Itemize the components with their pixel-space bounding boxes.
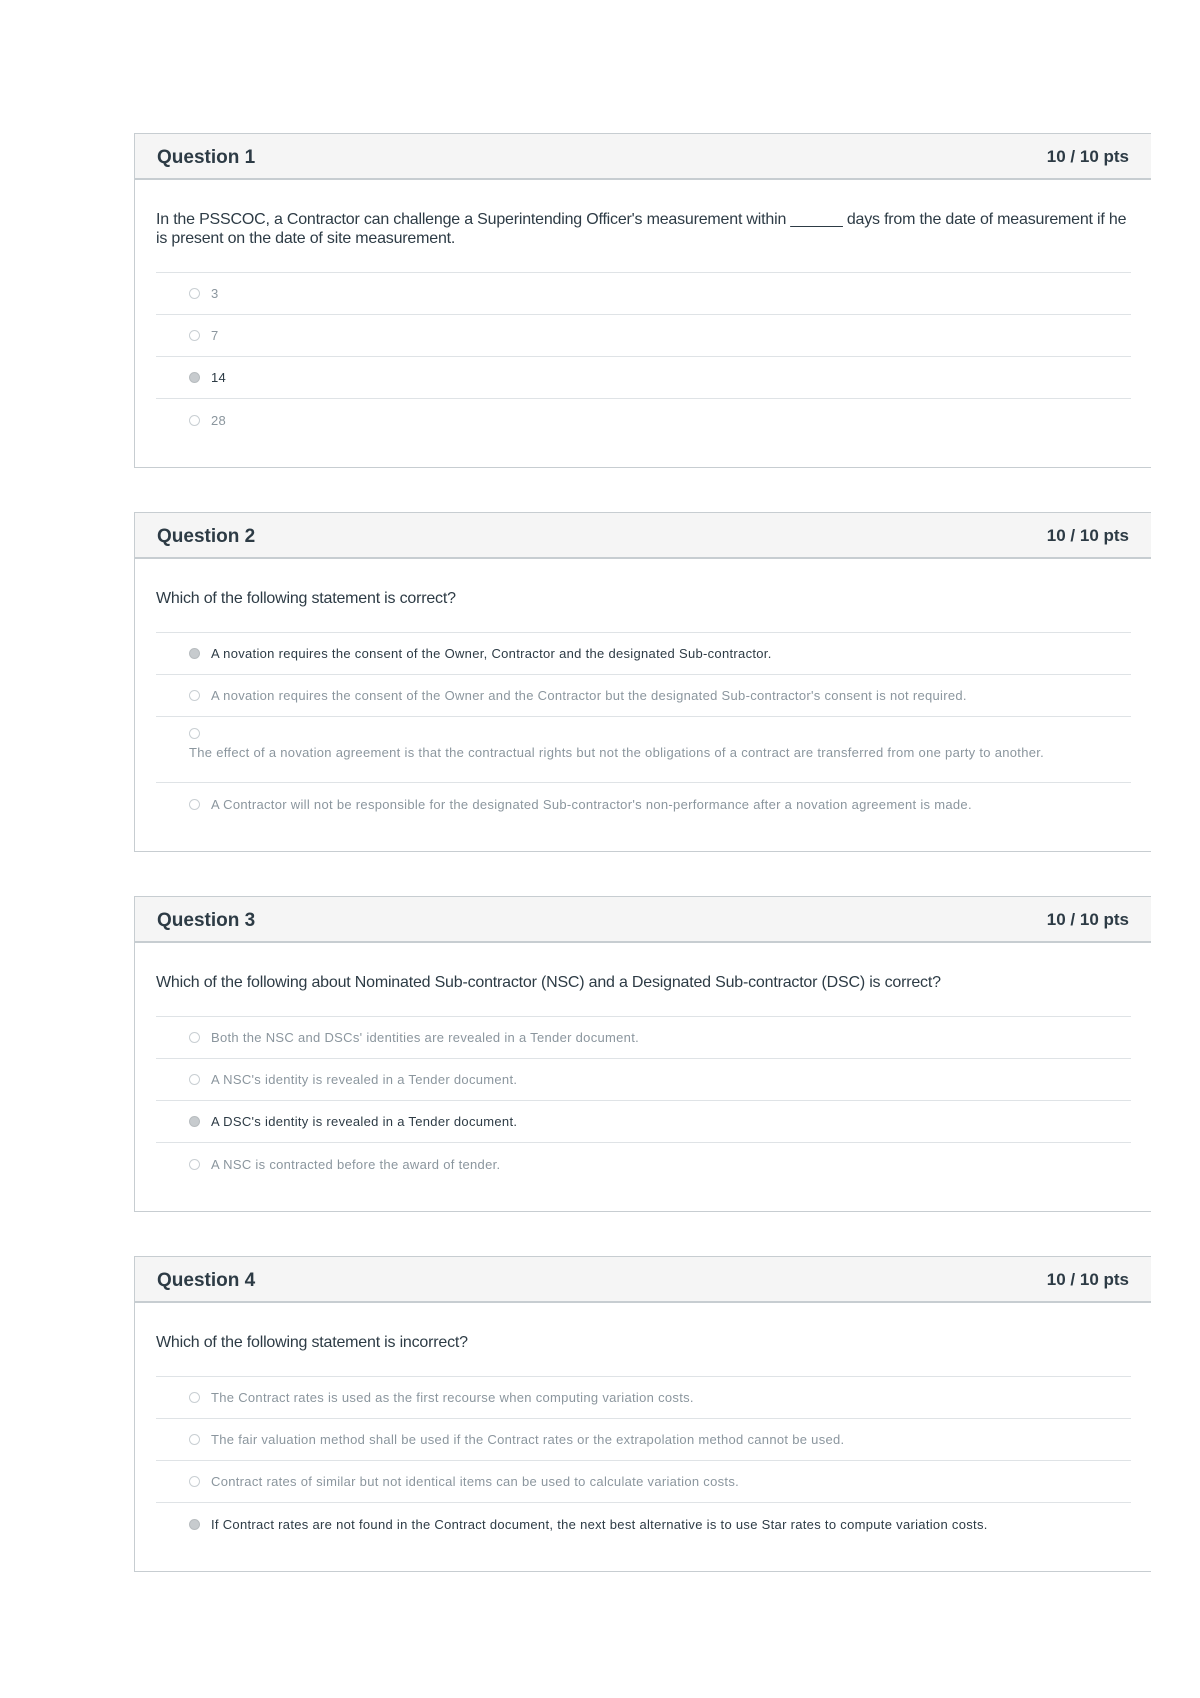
radio-icon[interactable] — [189, 1074, 200, 1085]
answer-list — [156, 272, 1131, 441]
answer-option[interactable] — [156, 315, 1131, 357]
question-body — [135, 943, 1151, 1211]
radio-icon[interactable] — [189, 415, 200, 426]
question-text: Which of the following about Nominated Sub-contractor (NSC) and a Designated Sub-contractor (DSC) is correct? — [156, 974, 941, 991]
answer-label: 7 — [211, 328, 219, 343]
question-text: In the PSSCOC, a Contractor can challenge a Superintending Officer's measurement within ______ days from the date of measurement if he is present on the date of site measurement. — [156, 211, 1127, 247]
answer-option-selected[interactable] — [156, 633, 1131, 675]
radio-selected-icon[interactable] — [189, 1519, 200, 1530]
answer-label: A DSC's identity is revealed in a Tender document. — [211, 1114, 518, 1129]
radio-icon[interactable] — [189, 1159, 200, 1170]
quiz-results — [134, 133, 1151, 1616]
answer-option[interactable] — [156, 675, 1131, 717]
answer-label: A novation requires the consent of the Owner and the Contractor but the designated Sub-contractor's consent is not required. — [211, 688, 967, 703]
question-title: Question 2 — [157, 526, 256, 547]
radio-selected-icon[interactable] — [189, 372, 200, 383]
answer-label: A NSC is contracted before the award of tender. — [211, 1156, 501, 1172]
answer-option[interactable] — [156, 399, 1131, 441]
question-points: 10 / 10 pts — [1046, 526, 1129, 545]
radio-icon[interactable] — [189, 1434, 200, 1445]
answer-label: If Contract rates are not found in the Contract document, the next best alternative is to use Star rates to compute variation costs. — [211, 1516, 988, 1532]
answer-option[interactable] — [156, 1059, 1131, 1101]
answer-option[interactable] — [156, 1461, 1131, 1503]
question-1 — [134, 133, 1151, 468]
question-points: 10 / 10 pts — [1046, 147, 1129, 166]
answer-label: A Contractor will not be responsible for the designated Sub-contractor's non-performance after a novation agreement is made. — [211, 796, 972, 812]
answer-label: The effect of a novation agreement is that the contractual rights but not the obligations of a contract are transferred from one party to another. — [189, 745, 1045, 760]
radio-icon[interactable] — [189, 799, 200, 810]
question-4 — [134, 1256, 1151, 1572]
question-header — [135, 513, 1151, 559]
question-text: Which of the following statement is correct? — [156, 590, 456, 607]
question-title: Question 3 — [157, 910, 256, 931]
question-points: 10 / 10 pts — [1046, 1270, 1129, 1289]
radio-selected-icon[interactable] — [189, 1116, 200, 1127]
question-text: Which of the following statement is incorrect? — [156, 1334, 468, 1351]
answer-option-selected[interactable] — [156, 1503, 1131, 1545]
question-title: Question 1 — [157, 147, 256, 168]
answer-option[interactable] — [156, 1017, 1131, 1059]
answer-option[interactable] — [156, 783, 1131, 825]
radio-icon[interactable] — [189, 728, 200, 739]
answer-option[interactable] — [156, 273, 1131, 315]
answer-label: A NSC's identity is revealed in a Tender document. — [211, 1072, 518, 1087]
answer-option[interactable] — [156, 1143, 1131, 1185]
answer-option[interactable] — [156, 1419, 1131, 1461]
answer-label: A novation requires the consent of the Owner, Contractor and the designated Sub-contractor. — [211, 646, 772, 661]
answer-label: The fair valuation method shall be used if the Contract rates or the extrapolation method cannot be used. — [211, 1432, 845, 1447]
answer-label: Contract rates of similar but not identical items can be used to calculate variation costs. — [211, 1474, 740, 1489]
question-body — [135, 1303, 1151, 1571]
question-points: 10 / 10 pts — [1046, 910, 1129, 929]
question-body — [135, 559, 1151, 851]
radio-icon[interactable] — [189, 1476, 200, 1487]
radio-icon[interactable] — [189, 690, 200, 701]
question-3 — [134, 896, 1151, 1212]
answer-label: 3 — [211, 286, 219, 301]
answer-list — [156, 632, 1131, 825]
radio-selected-icon[interactable] — [189, 648, 200, 659]
radio-icon[interactable] — [189, 330, 200, 341]
answer-label: 14 — [211, 370, 227, 385]
answer-list — [156, 1016, 1131, 1185]
question-header — [135, 897, 1151, 943]
question-header — [135, 134, 1151, 180]
radio-icon[interactable] — [189, 288, 200, 299]
radio-icon[interactable] — [189, 1392, 200, 1403]
answer-list — [156, 1376, 1131, 1545]
answer-label: Both the NSC and DSCs' identities are revealed in a Tender document. — [211, 1030, 640, 1045]
answer-option[interactable] — [156, 1377, 1131, 1419]
answer-option-selected[interactable] — [156, 1101, 1131, 1143]
question-body — [135, 180, 1151, 467]
question-2 — [134, 512, 1151, 852]
question-title: Question 4 — [157, 1270, 256, 1291]
answer-option-selected[interactable] — [156, 357, 1131, 399]
answer-label: 28 — [211, 412, 227, 428]
answer-option[interactable] — [156, 717, 1131, 783]
answer-label: The Contract rates is used as the first recourse when computing variation costs. — [211, 1390, 694, 1405]
radio-icon[interactable] — [189, 1032, 200, 1043]
question-header — [135, 1257, 1151, 1303]
